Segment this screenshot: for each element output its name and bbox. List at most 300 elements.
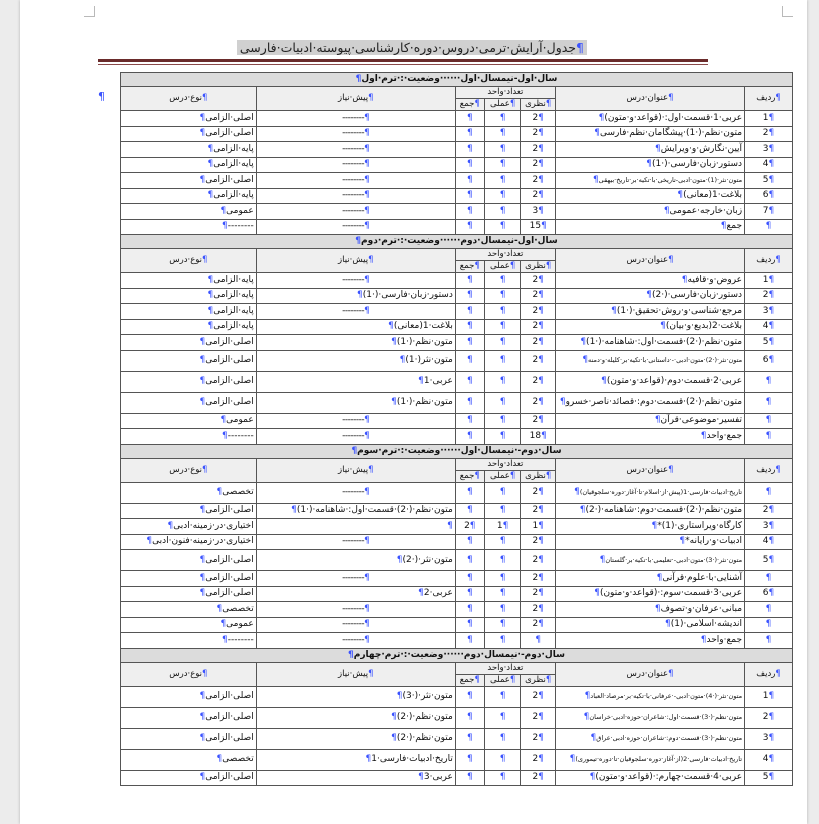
prerequisite-cell: --------¶ (256, 617, 455, 633)
row-number-cell (745, 633, 793, 649)
pilcrow-mark: ¶ (538, 691, 544, 701)
pilcrow-mark: ¶ (668, 464, 674, 475)
pilcrow-mark: ¶ (594, 128, 600, 139)
header-unit-count: تعداد·واحد (455, 458, 555, 470)
pilcrow-mark: ¶ (199, 712, 206, 722)
row-number-cell: 4¶ (745, 157, 793, 173)
pilcrow-mark: ¶ (668, 668, 674, 679)
pilcrow-mark: ¶ (364, 305, 370, 316)
table-row (121, 770, 793, 786)
table-row (121, 633, 793, 649)
pilcrow-mark: ¶ (222, 221, 228, 232)
pilcrow-mark: ¶ (499, 619, 506, 630)
pilcrow-mark: ¶ (391, 712, 397, 722)
pilcrow-mark: ¶ (611, 305, 617, 316)
pilcrow-mark: ¶ (589, 772, 596, 783)
page-corner-mark (84, 6, 95, 17)
theory-units-cell: 2¶ (521, 482, 555, 503)
pilcrow-mark: ¶ (466, 505, 473, 516)
pilcrow-mark: ¶ (646, 159, 652, 170)
table-row (121, 111, 793, 127)
document-title: ¶جدول·آرایش·ترمی·دروس·دوره·کارشناسی·پیوسته·ادبیات·فارسی (237, 40, 587, 55)
pilcrow-mark: ¶ (418, 588, 424, 599)
header-course-name: عنوان·درس¶ (555, 249, 744, 273)
prerequisite-cell: --------¶ (256, 142, 455, 158)
pilcrow-mark: ¶ (499, 376, 506, 386)
course-name-cell: بلاغت·1(معانی)¶ (555, 188, 744, 204)
pilcrow-mark: ¶ (474, 674, 480, 685)
course-name-cell: آشنایی·با·علوم·قرآنی¶ (555, 571, 744, 587)
pilcrow-mark: ¶ (768, 754, 775, 764)
theory-units-cell: 2¶ (521, 571, 555, 587)
pilcrow-mark: ¶ (499, 415, 506, 426)
pilcrow-mark: ¶ (368, 464, 374, 475)
pilcrow-mark: ¶ (499, 159, 506, 170)
prerequisite-cell: دستور·زبان·فارسی·(·1)¶ (256, 288, 455, 304)
practical-units-cell (484, 770, 521, 786)
pilcrow-mark: ¶ (146, 536, 153, 547)
pilcrow-mark: ¶ (199, 128, 206, 139)
course-table-wrapper (120, 72, 793, 786)
total-units-cell (455, 173, 484, 189)
practical-units-cell (484, 707, 521, 728)
total-units-cell (455, 633, 484, 649)
pilcrow-mark: ¶ (677, 190, 684, 201)
header-course-type: نوع·درس¶ (121, 458, 257, 482)
theory-units-cell: 2¶ (521, 126, 555, 142)
column-header-row (121, 458, 793, 470)
practical-units-cell (484, 188, 521, 204)
pilcrow-mark: ¶ (351, 445, 358, 456)
pilcrow-mark: ¶ (538, 336, 544, 347)
total-units-cell (455, 350, 484, 371)
course-name-cell: دستور·زبان·فارسی·(·2)¶ (555, 288, 744, 304)
course-name-cell: متون·نثر·(1)·متون·ادبی-تاریخی·با·تکیه·بر·تاریخ·بیهقی¶ (555, 173, 744, 189)
course-type-cell: عمومی¶ (121, 204, 257, 220)
theory-units-cell: 2¶ (521, 534, 555, 550)
practical-units-cell (484, 686, 521, 707)
total-units-cell (455, 273, 484, 289)
semester-heading-row (121, 444, 793, 458)
pilcrow-mark: ¶ (499, 355, 506, 365)
practical-units-cell (484, 602, 521, 618)
theory-units-cell: 2¶ (521, 288, 555, 304)
course-type-cell: اختیاری·در·زمینه·ادبی¶ (121, 519, 257, 535)
pilcrow-mark: ¶ (499, 321, 506, 332)
table-row (121, 157, 793, 173)
row-number-cell: 3¶ (745, 304, 793, 320)
pilcrow-mark: ¶ (391, 397, 397, 407)
pilcrow-mark: ¶ (538, 397, 544, 407)
pilcrow-mark: ¶ (499, 128, 506, 139)
row-number-cell: 2¶ (745, 707, 793, 728)
theory-units-cell: 2¶ (521, 707, 555, 728)
pilcrow-mark: ¶ (499, 505, 506, 516)
pilcrow-mark: ¶ (541, 221, 547, 232)
pilcrow-mark: ¶ (466, 634, 473, 645)
pilcrow-mark: ¶ (98, 90, 105, 103)
practical-units-cell (484, 550, 521, 571)
table-row (121, 204, 793, 220)
total-units-cell (455, 204, 484, 220)
header-practical: عملی¶ (484, 674, 521, 686)
pilcrow-mark: ¶ (679, 536, 686, 547)
theory-units-cell: 2¶ (521, 142, 555, 158)
pilcrow-mark: ¶ (202, 464, 208, 475)
pilcrow-mark: ¶ (466, 143, 473, 154)
table-row (121, 602, 793, 618)
pilcrow-mark: ¶ (768, 355, 775, 365)
practical-units-cell (484, 413, 521, 429)
pilcrow-mark: ¶ (364, 634, 370, 645)
row-number-cell (745, 602, 793, 618)
pilcrow-mark: ¶ (368, 668, 374, 679)
practical-units-cell (484, 126, 521, 142)
pilcrow-mark: ¶ (559, 397, 566, 407)
course-name-cell: تفسیر·موضوعی·قرآن¶ (555, 413, 744, 429)
row-number-cell (745, 482, 793, 503)
course-name-cell: متون·نظم·(·3)·قسمت·دوم:·شاعران·حوزه·ادبی·عراق¶ (555, 728, 744, 749)
pilcrow-mark: ¶ (499, 572, 506, 583)
header-practical: عملی¶ (484, 261, 521, 273)
pilcrow-mark: ¶ (207, 190, 214, 201)
semester-heading-row (121, 73, 793, 87)
pilcrow-mark: ¶ (499, 190, 506, 201)
pilcrow-mark: ¶ (499, 754, 506, 764)
course-type-cell: اصلی·الزامی¶ (121, 392, 257, 413)
pilcrow-mark: ¶ (199, 355, 206, 365)
pilcrow-mark: ¶ (499, 274, 506, 285)
practical-units-cell (484, 728, 521, 749)
page-corner-mark (782, 6, 793, 17)
pilcrow-mark: ¶ (364, 619, 370, 630)
pilcrow-mark: ¶ (768, 321, 775, 332)
row-number-cell (745, 392, 793, 413)
table-row (121, 304, 793, 320)
prerequisite-cell: متون·نثر·(·3)¶ (256, 686, 455, 707)
row-number-cell: 6¶ (745, 188, 793, 204)
pilcrow-mark: ¶ (466, 772, 473, 783)
course-type-cell: پایه·الزامی¶ (121, 319, 257, 335)
pilcrow-mark: ¶ (466, 619, 473, 630)
document-page (20, 0, 807, 824)
row-number-cell (745, 413, 793, 429)
pilcrow-mark: ¶ (654, 143, 661, 154)
pilcrow-mark: ¶ (199, 336, 206, 347)
prerequisite-cell: --------¶ (256, 219, 455, 235)
row-number-cell: 6¶ (745, 586, 793, 602)
practical-units-cell (484, 288, 521, 304)
pilcrow-mark: ¶ (207, 321, 214, 332)
pilcrow-mark: ¶ (199, 772, 206, 783)
pilcrow-mark: ¶ (474, 99, 480, 109)
pilcrow-mark: ¶ (399, 355, 406, 365)
total-units-cell (455, 707, 484, 728)
prerequisite-cell: --------¶ (256, 602, 455, 618)
pilcrow-mark: ¶ (199, 691, 206, 701)
pilcrow-mark: ¶ (466, 712, 473, 722)
course-type-cell: اصلی·الزامی¶ (121, 335, 257, 351)
practical-units-cell (484, 429, 521, 445)
course-name-cell: عربی·4·قسمت·چهارم:·(قواعد·و·متون)¶ (555, 770, 744, 786)
pilcrow-mark: ¶ (538, 205, 544, 216)
row-number-cell (745, 371, 793, 392)
pilcrow-mark: ¶ (364, 572, 370, 583)
course-type-cell: اصلی·الزامی¶ (121, 707, 257, 728)
pilcrow-mark: ¶ (199, 505, 206, 516)
pilcrow-mark: ¶ (466, 355, 473, 365)
pilcrow-mark: ¶ (466, 733, 473, 743)
table-row (121, 617, 793, 633)
semester-heading: سال·اول-نیمسال·دوم······وضعیت·:·ترم·دوم¶ (121, 235, 793, 249)
header-course-name: عنوان·درس¶ (555, 458, 744, 482)
header-row-number: ردیف¶ (745, 458, 793, 482)
header-practical: عملی¶ (484, 470, 521, 482)
pilcrow-mark: ¶ (466, 274, 473, 285)
pilcrow-mark: ¶ (391, 733, 397, 743)
header-theory: نظری¶ (521, 470, 555, 482)
theory-units-cell: 2¶ (521, 686, 555, 707)
prerequisite-cell: --------¶ (256, 304, 455, 320)
pilcrow-mark: ¶ (364, 415, 370, 426)
total-units-cell (455, 219, 484, 235)
course-name-cell: ادبیات·و·رایانه*¶ (555, 534, 744, 550)
pilcrow-mark: ¶ (509, 99, 516, 109)
column-header-row (121, 249, 793, 261)
course-name-cell: متون·نثر·(·4)·متون·ادبی-·عرفانی·با·تکیه·بر·مرصاد·العباد¶ (555, 686, 744, 707)
row-number-cell: 1¶ (745, 111, 793, 127)
pilcrow-mark: ¶ (768, 305, 775, 316)
pilcrow-mark: ¶ (499, 772, 506, 783)
pilcrow-mark: ¶ (775, 668, 781, 679)
total-units-cell (455, 728, 484, 749)
total-units-cell (455, 686, 484, 707)
pilcrow-mark: ¶ (167, 520, 174, 531)
pilcrow-mark: ¶ (466, 336, 473, 347)
table-row (121, 519, 793, 535)
course-name-cell: اندیشه·اسلامی·(1)¶ (555, 617, 744, 633)
table-row (121, 707, 793, 728)
row-number-cell: 1¶ (745, 273, 793, 289)
theory-units-cell: 2¶ (521, 770, 555, 786)
course-name-cell: تاریخ·ادبیات·فارسی·2(از·آغاز·دوره·سلجوقیان·تا·دوره·تیموری)¶ (555, 749, 744, 770)
pilcrow-mark: ¶ (538, 290, 544, 301)
pilcrow-mark: ¶ (538, 415, 544, 426)
pilcrow-mark: ¶ (765, 603, 772, 614)
pilcrow-mark: ¶ (538, 603, 544, 614)
pilcrow-mark: ¶ (765, 572, 772, 583)
pilcrow-mark: ¶ (207, 305, 214, 316)
header-course-type: نوع·درس¶ (121, 249, 257, 273)
row-number-cell (745, 429, 793, 445)
theory-units-cell: 2¶ (521, 319, 555, 335)
table-row (121, 126, 793, 142)
prerequisite-cell: متون·نظم·(·1)¶ (256, 392, 455, 413)
pilcrow-mark: ¶ (396, 691, 403, 701)
pilcrow-mark: ¶ (364, 430, 370, 441)
pilcrow-mark: ¶ (538, 487, 544, 497)
pilcrow-mark: ¶ (466, 691, 473, 701)
total-units-cell (455, 288, 484, 304)
pilcrow-mark: ¶ (768, 190, 775, 201)
prerequisite-cell: --------¶ (256, 111, 455, 127)
pilcrow-mark: ¶ (499, 290, 506, 301)
row-number-cell: 5¶ (745, 770, 793, 786)
total-units-cell (455, 319, 484, 335)
prerequisite-cell: --------¶ (256, 534, 455, 550)
pilcrow-mark: ¶ (668, 255, 674, 265)
prerequisite-cell: --------¶ (256, 173, 455, 189)
pilcrow-mark: ¶ (222, 430, 228, 441)
pilcrow-mark: ¶ (668, 93, 674, 103)
pilcrow-mark: ¶ (466, 536, 473, 547)
pilcrow-mark: ¶ (765, 430, 772, 441)
header-practical: عملی¶ (484, 99, 521, 111)
pilcrow-mark: ¶ (364, 205, 370, 216)
pilcrow-mark: ¶ (199, 572, 206, 583)
pilcrow-mark: ¶ (499, 487, 506, 497)
prerequisite-cell: متون·نثر(·1)¶ (256, 350, 455, 371)
prerequisite-cell: --------¶ (256, 571, 455, 587)
course-name-cell: بلاغت·2(بدیع·و·بیان)¶ (555, 319, 744, 335)
pilcrow-mark: ¶ (364, 536, 370, 547)
pilcrow-mark: ¶ (499, 603, 506, 614)
course-name-cell: عربی·1·قسمت·اول:·(قواعد·و·متون)¶ (555, 111, 744, 127)
table-row (121, 350, 793, 371)
pilcrow-mark: ¶ (538, 520, 544, 531)
pilcrow-mark: ¶ (499, 691, 506, 701)
practical-units-cell (484, 304, 521, 320)
pilcrow-mark: ¶ (499, 305, 506, 316)
row-number-cell: 3¶ (745, 728, 793, 749)
theory-units-cell: 2¶ (521, 304, 555, 320)
pilcrow-mark: ¶ (582, 355, 589, 365)
course-type-cell: پایه·الزامی¶ (121, 157, 257, 173)
course-name-cell: جمع·واحد¶ (555, 429, 744, 445)
pilcrow-mark: ¶ (364, 221, 370, 232)
pilcrow-mark: ¶ (768, 112, 775, 123)
table-row (121, 429, 793, 445)
table-row (121, 550, 793, 571)
pilcrow-mark: ¶ (538, 355, 544, 365)
pilcrow-mark: ¶ (466, 754, 473, 764)
total-units-cell (455, 617, 484, 633)
pilcrow-mark: ¶ (768, 205, 775, 216)
row-number-cell: 6¶ (745, 350, 793, 371)
pilcrow-mark: ¶ (545, 470, 552, 481)
pilcrow-mark: ¶ (768, 520, 775, 531)
row-number-cell: 5¶ (745, 173, 793, 189)
pilcrow-mark: ¶ (580, 336, 587, 347)
course-name-cell: متون·نظم·(·2)·قسمت·دوم:·قصائد·ناصر·خسرو¶ (555, 392, 744, 413)
row-number-cell: 5¶ (745, 335, 793, 351)
pilcrow-mark: ¶ (665, 619, 671, 630)
header-total: جمع¶ (455, 470, 484, 482)
pilcrow-mark: ¶ (541, 430, 547, 441)
course-type-cell: اصلی·الزامی¶ (121, 586, 257, 602)
total-units-cell (455, 126, 484, 142)
total-units-cell (455, 482, 484, 503)
total-units-cell (455, 371, 484, 392)
prerequisite-cell (256, 519, 455, 535)
pilcrow-mark: ¶ (220, 415, 227, 426)
practical-units-cell (484, 335, 521, 351)
column-header-row (121, 87, 793, 99)
pilcrow-mark: ¶ (768, 772, 775, 783)
pilcrow-mark: ¶ (499, 634, 506, 645)
prerequisite-cell: عربی·1¶ (256, 371, 455, 392)
semester-heading: سال·اول-نیمسال·اول······وضعیت·:·ترم·اول¶ (121, 73, 793, 87)
row-number-cell: 2¶ (745, 126, 793, 142)
pilcrow-mark: ¶ (499, 112, 506, 123)
prerequisite-cell: --------¶ (256, 633, 455, 649)
pilcrow-mark: ¶ (355, 236, 362, 246)
total-units-cell (455, 413, 484, 429)
course-type-cell: پایه·الزامی¶ (121, 273, 257, 289)
theory-units-cell: 2¶ (521, 550, 555, 571)
pilcrow-mark: ¶ (207, 159, 214, 170)
pilcrow-mark: ¶ (700, 430, 707, 441)
pilcrow-mark: ¶ (509, 261, 516, 271)
row-number-cell (745, 571, 793, 587)
pilcrow-mark: ¶ (601, 376, 607, 386)
course-name-cell: متون·نظم·(·3)·قسمت·اول:·شاعران·حوزه·ادبی·خراسان¶ (555, 707, 744, 728)
course-type-cell: اصلی·الزامی¶ (121, 728, 257, 749)
title-rule (98, 59, 708, 62)
pilcrow-mark: ¶ (466, 430, 473, 441)
pilcrow-mark: ¶ (663, 205, 670, 216)
total-units-cell (455, 550, 484, 571)
pilcrow-mark: ¶ (569, 754, 576, 764)
pilcrow-mark: ¶ (499, 205, 506, 216)
pilcrow-mark: ¶ (199, 376, 206, 386)
pilcrow-mark: ¶ (768, 554, 775, 565)
prerequisite-cell: تاریخ·ادبیات·فارسی·1¶ (256, 749, 455, 770)
course-type-cell: پایه·الزامی¶ (121, 142, 257, 158)
total-units-cell (455, 534, 484, 550)
pilcrow-mark: ¶ (538, 190, 544, 201)
table-row (121, 371, 793, 392)
course-type-cell: عمومی¶ (121, 413, 257, 429)
header-total: جمع¶ (455, 99, 484, 111)
pilcrow-mark: ¶ (545, 674, 552, 685)
pilcrow-mark: ¶ (466, 572, 473, 583)
header-course-type: نوع·درس¶ (121, 662, 257, 686)
header-course-name: عنوان·درس¶ (555, 662, 744, 686)
pilcrow-mark: ¶ (364, 159, 370, 170)
pilcrow-mark: ¶ (447, 520, 453, 531)
practical-units-cell (484, 142, 521, 158)
pilcrow-mark: ¶ (364, 487, 370, 497)
title-rule-thin (98, 64, 708, 65)
course-type-cell: اختیاری·در·زمینه·فنون·ادبی¶ (121, 534, 257, 550)
course-table (120, 72, 793, 786)
pilcrow-mark: ¶ (768, 691, 775, 701)
pilcrow-mark: ¶ (654, 603, 661, 614)
prerequisite-cell: --------¶ (256, 429, 455, 445)
pilcrow-mark: ¶ (768, 712, 775, 722)
table-row (121, 188, 793, 204)
pilcrow-mark: ¶ (216, 603, 223, 614)
pilcrow-mark: ¶ (220, 619, 227, 630)
pilcrow-mark: ¶ (538, 536, 544, 547)
pilcrow-mark: ¶ (499, 336, 506, 347)
pilcrow-mark: ¶ (466, 603, 473, 614)
practical-units-cell (484, 219, 521, 235)
practical-units-cell (484, 534, 521, 550)
pilcrow-mark: ¶ (583, 712, 590, 722)
course-name-cell: آیین·نگارش·و·ویرایش¶ (555, 142, 744, 158)
